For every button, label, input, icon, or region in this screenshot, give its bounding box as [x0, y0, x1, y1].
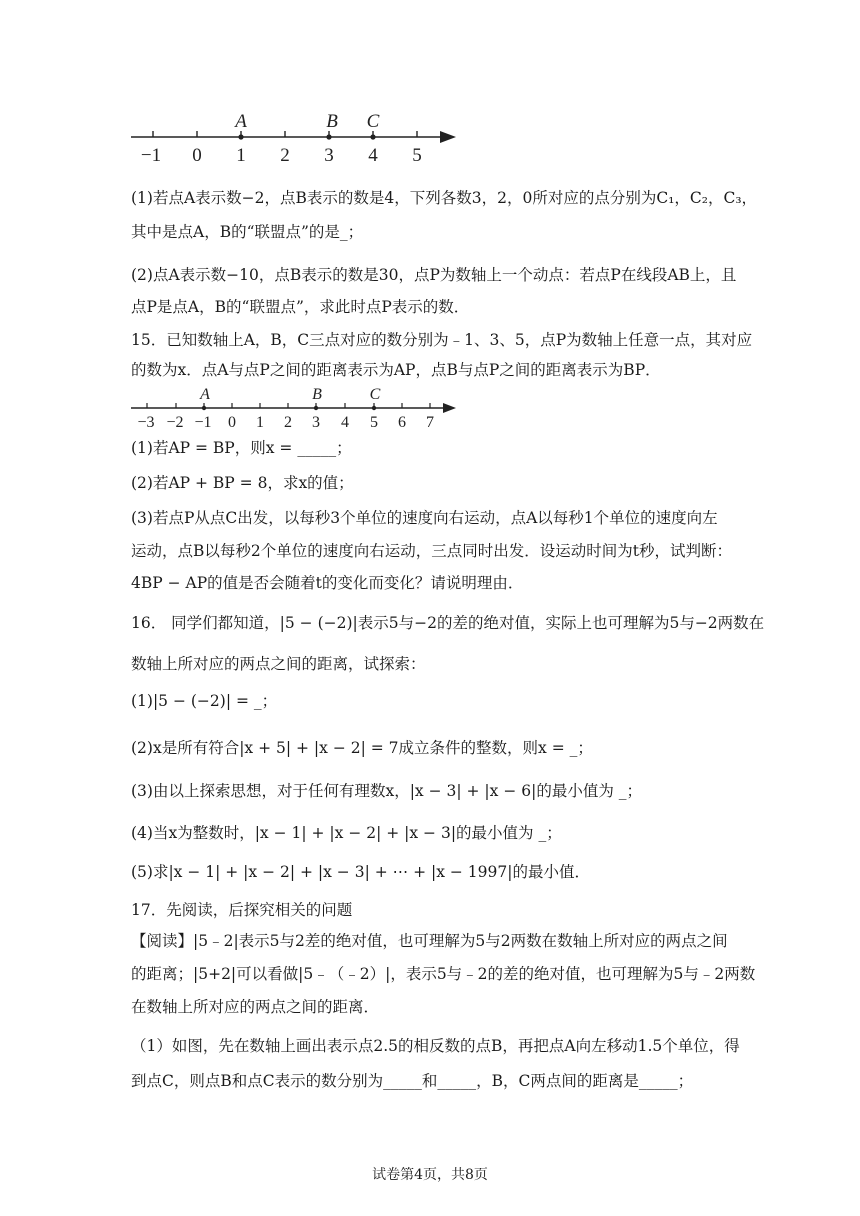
nl1-point-label: B: [326, 111, 338, 132]
nl2-tick-label: 6: [398, 414, 406, 431]
q17-read-line2: 的距离；|5+2|可以看做|5﹣（﹣2）|，表示5与﹣2的差的绝对值，也可理解为5与﹣2两数: [131, 965, 756, 983]
q15-sub1: (1)若AP = BP，则x = _____；: [131, 439, 352, 457]
nl1-tick-label: 0: [192, 145, 202, 166]
nl1-point-label: C: [366, 111, 380, 132]
q15-stem-line2: 的数为x．点A与点P之间的距离表示为AP，点B与点P之间的距离表示为BP．: [131, 361, 661, 379]
nl2-tick-label: 2: [284, 414, 292, 431]
q17-read-line1: 【阅读】|5﹣2|表示5与2差的绝对值，也可理解为5与2两数在数轴上所对应的两点之间: [131, 932, 728, 950]
q17-part1-line1: （1）如图，先在数轴上画出表示点2.5的相反数的点B，再把点A向左移动1.5个单位，得: [131, 1037, 740, 1055]
q17-part1-line2: 到点C，则点B和点C表示的数分别为_____和_____，B，C两点间的距离是_____；: [131, 1072, 694, 1090]
q16-sub5: (5)求|x − 1| + |x − 2| + |x − 3| + ⋯ + |x − 1997|的最小值．: [131, 863, 590, 881]
nl2-tick-label: 5: [370, 414, 378, 431]
nl2-tick-label: 7: [426, 414, 434, 431]
nl2-point-label: A: [200, 386, 210, 403]
q16-sub3: (3)由以上探索思想，对于任何有理数x，|x − 3| + |x − 6|的最小值为 _；: [131, 782, 642, 800]
nl1-point-label: A: [235, 111, 247, 132]
nl2-tick-label: −1: [194, 414, 212, 431]
q16-sub1: (1)|5 − (−2)| = _；: [131, 692, 278, 710]
nl1-tick-label: 3: [324, 145, 334, 166]
nl2-tick-label: 1: [256, 414, 264, 431]
q15-sub3-line3: 4BP − AP的值是否会随着t的变化而变化？请说明理由．: [131, 574, 524, 592]
q15-sub2: (2)若AP + BP = 8，求x的值；: [131, 474, 354, 492]
q16-stem-line1: 16． 同学们都知道，|5 − (−2)|表示5与−2的差的绝对值，实际上也可理解为5与−2两数在: [131, 614, 765, 632]
q15-sub3-line1: (3)若点P从点C出发，以每秒3个单位的速度向右运动，点A以每秒1个单位的速度向左: [131, 509, 718, 527]
number-line-1: [0, 100, 860, 270]
q14-part1-line2: 其中是点A，B的“联盟点”的是_；: [131, 223, 364, 241]
nl1-tick-label: 5: [412, 145, 422, 166]
page-footer: 试卷第4页，共8页: [372, 1167, 488, 1183]
q16-stem-line2: 数轴上所对应的两点之间的距离，试探索：: [131, 655, 426, 673]
nl1-tick-label: 4: [368, 145, 378, 166]
q15-sub3-line2: 运动，点B以每秒2个单位的速度向右运动，三点同时出发．设运动时间为t秒，试判断：: [131, 542, 732, 560]
nl2-tick-label: 0: [228, 414, 236, 431]
nl2-tick-label: 3: [312, 414, 320, 431]
nl1-tick-label: −1: [140, 145, 162, 166]
nl2-tick-label: −3: [137, 414, 155, 431]
number-line-2: [0, 382, 860, 462]
q16-sub4: (4)当x为整数时，|x − 1| + |x − 2| + |x − 3|的最小值为 _；: [131, 824, 562, 842]
q15-stem-line1: 15．已知数轴上A，B，C三点对应的数分别为﹣1、3、5，点P为数轴上任意一点，其对应: [131, 331, 753, 349]
nl2-tick-label: −2: [166, 414, 184, 431]
q14-part1-line1: (1)若点A表示数−2，点B表示的数是4，下列各数3，2，0所对应的点分别为C₁，C₂，C₃，: [131, 189, 758, 207]
q17-title: 17．先阅读，后探究相关的问题: [131, 901, 353, 919]
nl1-tick-label: 1: [236, 145, 246, 166]
q16-sub2: (2)x是所有符合|x + 5| + |x − 2| = 7成立条件的整数，则x = _；: [131, 739, 593, 757]
q14-part2-line1: (2)点A表示数−10，点B表示的数是30，点P为数轴上一个动点：若点P在线段AB上，且: [131, 266, 737, 284]
q17-read-line3: 在数轴上所对应的两点之间的距离．: [131, 998, 380, 1016]
nl1-tick-label: 2: [280, 145, 290, 166]
nl2-point-label: B: [312, 386, 322, 403]
q14-part2-line2: 点P是点A，B的“联盟点”，求此时点P表示的数．: [131, 298, 470, 316]
nl2-point-label: C: [369, 386, 381, 403]
nl2-tick-label: 4: [341, 414, 349, 431]
